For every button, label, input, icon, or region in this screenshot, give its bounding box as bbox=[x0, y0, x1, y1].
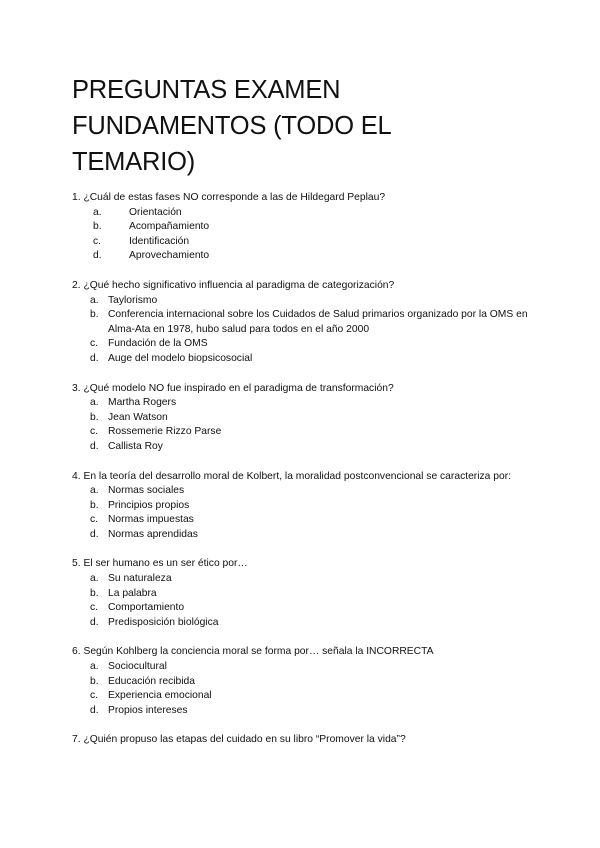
option-list bbox=[72, 396, 532, 454]
option-item bbox=[72, 484, 532, 499]
option-list bbox=[72, 660, 532, 718]
question-text: 2. ¿Qué hecho significativo influencia al paradigma de categorización? bbox=[72, 279, 395, 291]
option-text: Taylorismo bbox=[108, 294, 158, 306]
option-item bbox=[72, 337, 532, 352]
option-text: Aprovechamiento bbox=[129, 250, 210, 262]
option-item bbox=[72, 499, 532, 514]
question-text: 7. ¿Quién propuso las etapas del cuidado en su libro “Promover la vida”? bbox=[72, 734, 406, 746]
option-item bbox=[72, 513, 532, 528]
option-letter: c. bbox=[90, 426, 99, 438]
option-text: Normas impuestas bbox=[108, 514, 194, 526]
option-list bbox=[72, 484, 532, 542]
option-item bbox=[72, 675, 532, 690]
option-text: Orientación bbox=[129, 206, 182, 218]
question-4 bbox=[72, 470, 532, 543]
option-text: Principios propios bbox=[108, 499, 190, 511]
question-1 bbox=[72, 191, 532, 264]
question-2 bbox=[72, 279, 532, 367]
question-list bbox=[72, 191, 532, 763]
question-text: 4. En la teoría del desarrollo moral de Kolbert, la moralidad postconvencional se caracteriza por: bbox=[72, 470, 511, 482]
option-item bbox=[72, 308, 532, 337]
option-letter: a. bbox=[90, 485, 99, 497]
option-item bbox=[72, 294, 532, 309]
option-text: Fundación de la OMS bbox=[108, 338, 208, 350]
option-text: Educación recibida bbox=[108, 675, 196, 687]
option-text: Jean Watson bbox=[108, 411, 168, 423]
option-item bbox=[72, 440, 532, 455]
option-letter: b. bbox=[90, 587, 99, 599]
option-letter: b. bbox=[90, 675, 99, 687]
option-item bbox=[72, 206, 532, 221]
option-letter: c. bbox=[90, 338, 99, 350]
option-item bbox=[72, 660, 532, 675]
option-item bbox=[72, 352, 532, 367]
option-letter: d. bbox=[90, 704, 99, 716]
option-letter: c. bbox=[90, 690, 99, 702]
option-item bbox=[72, 411, 532, 426]
question-6 bbox=[72, 645, 532, 718]
title-line: FUNDAMENTOS (TODO EL bbox=[72, 112, 392, 140]
question-text: 6. Según Kohlberg la conciencia moral se forma por… señala la INCORRECTA bbox=[72, 646, 434, 658]
option-letter: c. bbox=[90, 514, 99, 526]
question-3 bbox=[72, 382, 532, 455]
option-text: Martha Rogers bbox=[108, 397, 177, 409]
option-item bbox=[72, 572, 532, 587]
option-item bbox=[72, 235, 532, 250]
option-letter: d. bbox=[90, 528, 99, 540]
option-list bbox=[72, 294, 532, 367]
question-5 bbox=[72, 557, 532, 630]
option-letter: a. bbox=[90, 573, 99, 585]
option-text: Identificación bbox=[129, 235, 190, 247]
title-line: TEMARIO) bbox=[72, 148, 196, 176]
option-letter: a. bbox=[90, 294, 99, 306]
title-line: PREGUNTAS EXAMEN bbox=[72, 76, 341, 104]
option-text: Callista Roy bbox=[108, 440, 163, 452]
option-text: Su naturaleza bbox=[108, 573, 172, 585]
option-letter: d. bbox=[90, 440, 99, 452]
option-item bbox=[72, 425, 532, 440]
question-text: 3. ¿Qué modelo NO fue inspirado en el paradigma de transformación? bbox=[72, 382, 394, 394]
question-text: 5. El ser humano es un ser ético por… bbox=[72, 558, 248, 570]
option-list bbox=[72, 206, 532, 264]
option-item bbox=[72, 220, 532, 235]
option-letter: b. bbox=[90, 309, 99, 321]
option-text: Rossemerie Rizzo Parse bbox=[108, 426, 222, 438]
option-letter: a. bbox=[90, 661, 99, 673]
option-text: Auge del modelo biopsicosocial bbox=[108, 352, 253, 364]
document-title bbox=[72, 72, 452, 180]
option-text: Propios intereses bbox=[108, 704, 188, 716]
option-item bbox=[72, 601, 532, 616]
option-letter: b. bbox=[93, 221, 102, 233]
option-item bbox=[72, 587, 532, 602]
option-item bbox=[72, 689, 532, 704]
option-letter: d. bbox=[93, 250, 102, 262]
option-letter: d. bbox=[90, 616, 99, 628]
option-item bbox=[72, 249, 532, 264]
option-letter: b. bbox=[90, 499, 99, 511]
option-text: Predisposición biológica bbox=[108, 616, 219, 628]
option-text: Experiencia emocional bbox=[108, 690, 212, 702]
option-text: La palabra bbox=[108, 587, 157, 599]
option-text: Normas sociales bbox=[108, 485, 185, 497]
option-letter: a. bbox=[93, 206, 102, 218]
option-list bbox=[72, 572, 532, 630]
question-text: 1. ¿Cuál de estas fases NO corresponde a las de Hildegard Peplau? bbox=[72, 192, 386, 203]
option-text: Acompañamiento bbox=[129, 221, 210, 233]
option-text: Conferencia internacional sobre los Cuidados de Salud primarios organizado por la OMS en Alma-Ata en 1978, hubo salud para todos en el año 2000 bbox=[108, 309, 528, 335]
option-letter: b. bbox=[90, 411, 99, 423]
question-7 bbox=[72, 733, 532, 748]
option-item bbox=[72, 704, 532, 719]
option-letter: c. bbox=[93, 235, 102, 247]
option-text: Comportamiento bbox=[108, 602, 185, 614]
option-letter: c. bbox=[90, 602, 99, 614]
option-item bbox=[72, 528, 532, 543]
option-text: Normas aprendidas bbox=[108, 528, 198, 540]
option-item bbox=[72, 396, 532, 411]
option-letter: a. bbox=[90, 397, 99, 409]
option-letter: d. bbox=[90, 352, 99, 364]
option-item bbox=[72, 616, 532, 631]
option-text: Sociocultural bbox=[108, 661, 167, 673]
